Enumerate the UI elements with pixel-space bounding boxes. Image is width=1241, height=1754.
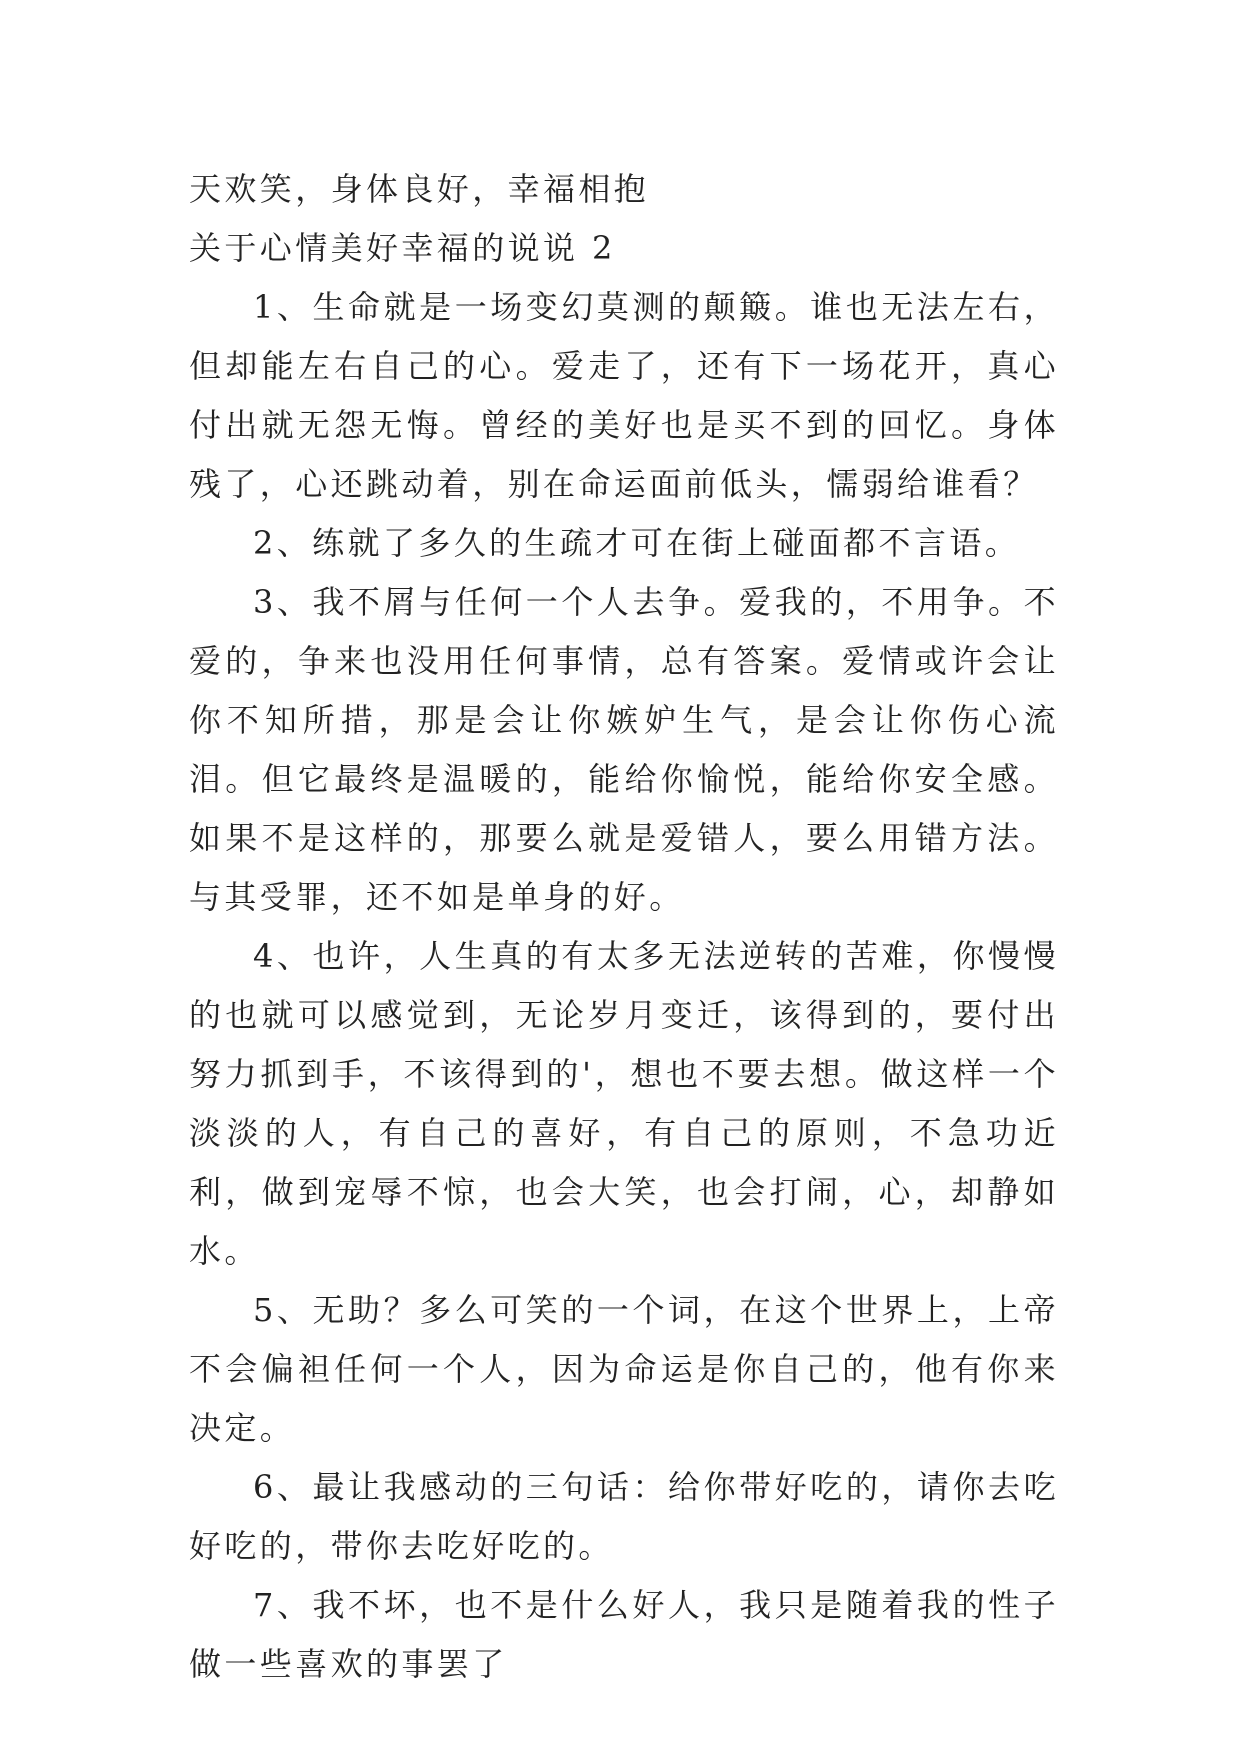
paragraph-1: 1、生命就是一场变幻莫测的颠簸。谁也无法左右，但却能左右自己的心。爱走了，还有下一场花开，真心付出就无怨无悔。曾经的美好也是买不到的回忆。身体残了，心还跳动着，别在命运面前低头，懦弱给谁看？ (189, 288, 1059, 503)
paragraph-6: 6、最让我感动的三句话：给你带好吃的，请你去吃好吃的，带你去吃好吃的。 (189, 1468, 1059, 1565)
paragraph-4: 4、也许，人生真的有太多无法逆转的苦难，你慢慢的也就可以感觉到，无论岁月变迁，该得到的，要付出努力抓到手，不该得到的'，想也不要去想。做这样一个淡淡的人，有自己的喜好，有自己的原则，不急功近利，做到宠辱不惊，也会大笑，也会打闹，心，却静如水。 (189, 937, 1059, 1270)
document-body (189, 160, 1059, 1694)
lead-line: 天欢笑，身体良好，幸福相抱 (189, 170, 650, 208)
paragraph-3: 3、我不屑与任何一个人去争。爱我的，不用争。不爱的，争来也没用任何事情，总有答案。爱情或许会让你不知所措，那是会让你嫉妒生气，是会让你伤心流泪。但它最终是温暖的，能给你愉悦，能给你安全感。如果不是这样的，那要么就是爱错人，要么用错方法。与其受罪，还不如是单身的好。 (189, 583, 1059, 916)
paragraph-2: 2、练就了多久的生疏才可在街上碰面都不言语。 (253, 524, 1021, 562)
paragraph-7: 7、我不坏，也不是什么好人，我只是随着我的性子做一些喜欢的事罢了 (189, 1586, 1059, 1683)
section-title: 关于心情美好幸福的说说 2 (189, 229, 616, 267)
paragraph-5: 5、无助？多么可笑的一个词，在这个世界上，上帝不会偏袒任何一个人，因为命运是你自己的，他有你来决定。 (189, 1291, 1059, 1447)
